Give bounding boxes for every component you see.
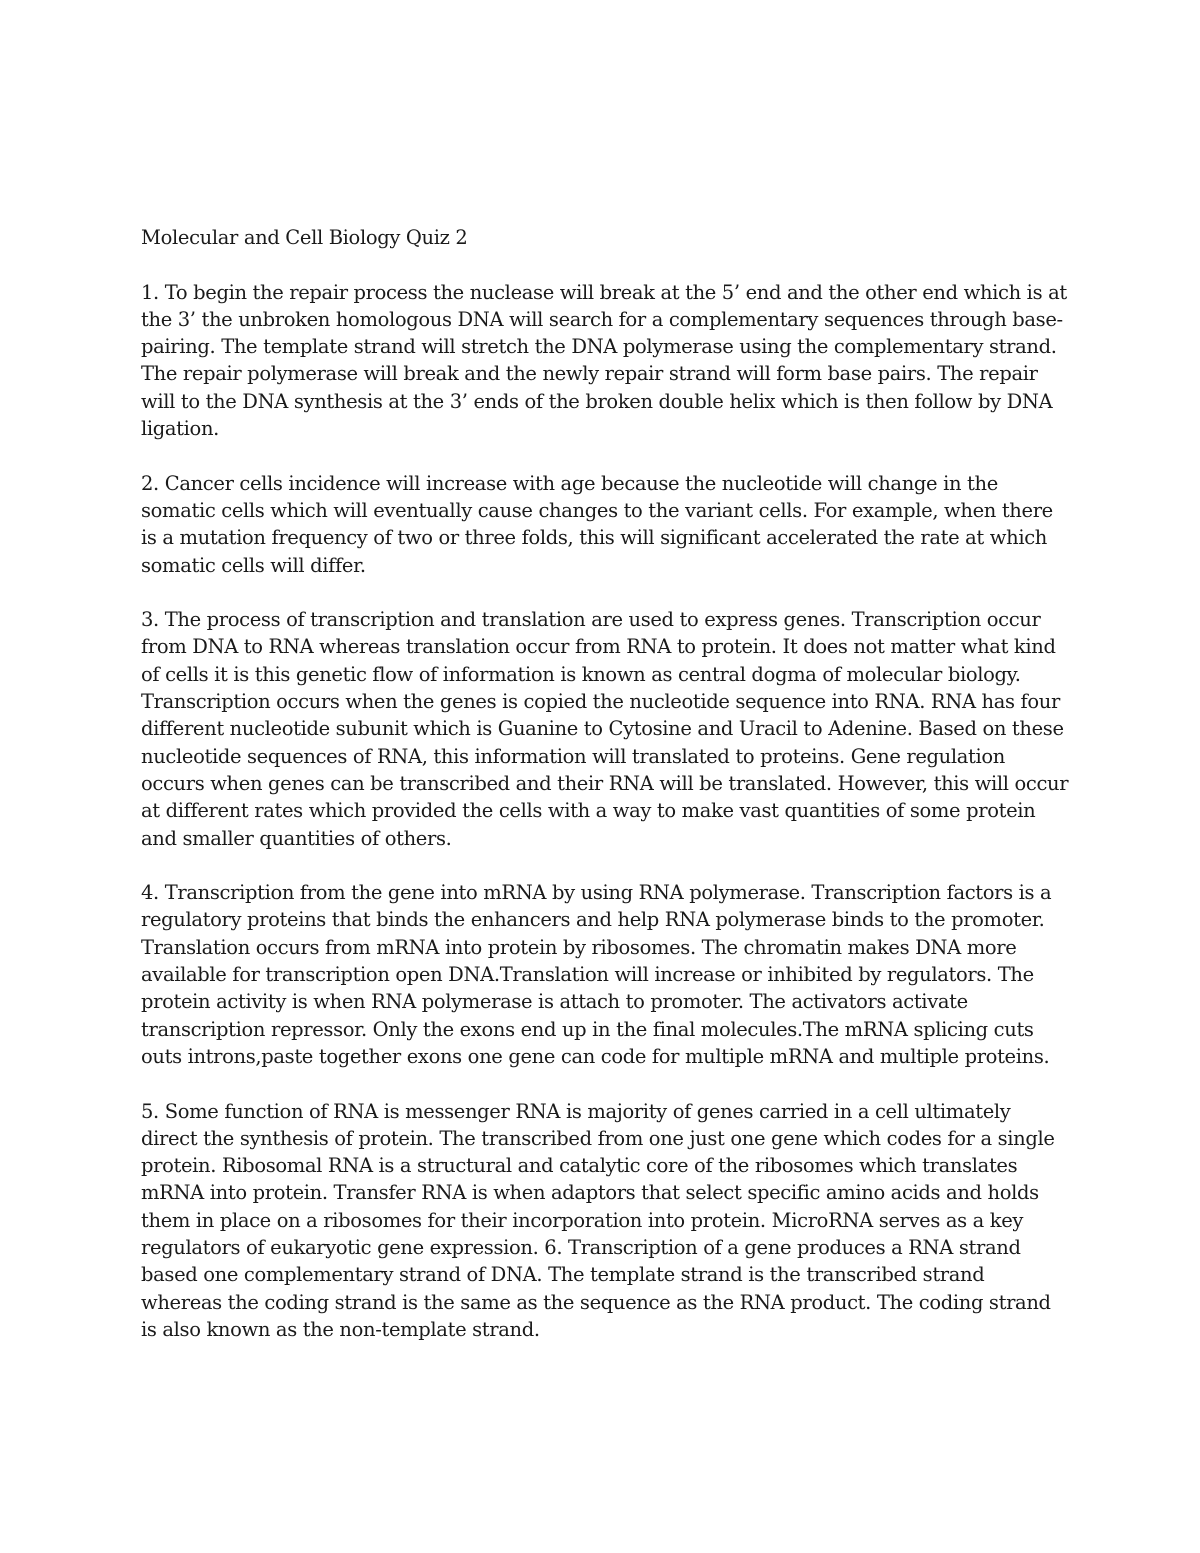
answer-paragraph-2: 2. Cancer cells incidence will increase with age because the nucleotide will change in the somatic cells which will eventually cause changes to the variant cells. For example, when there is a mutation frequency of two or three folds, this will significant accelerated the rate at which somatic cells will differ. xyxy=(141,471,1053,577)
answer-paragraph-3: 3. The process of transcription and translation are used to express genes. Transcription occur from DNA to RNA whereas translation occur from RNA to protein. It does not matter what kind of cells it is this genetic flow of information is known as central dogma of molecular biology. Transcription occurs when the genes is copied the nucleotide sequence into RNA. RNA has four different nucleotide subunit which is Guanine to Cytosine and Uracil to Adenine. Based on these nucleotide sequences of RNA, this information will translated to proteins. Gene regulation occurs when genes can be transcribed and their RNA will be translated. However, this will occur at different rates which provided the cells with a way to make vast quantities of some protein and smaller quantities of others. xyxy=(141,608,1069,850)
document-body xyxy=(141,224,1071,1370)
answer-paragraph-5: 5. Some function of RNA is messenger RNA is majority of genes carried in a cell ultimately direct the synthesis of protein. The transcribed from one just one gene which codes for a single protein. Ribosomal RNA is a structural and catalytic core of the ribosomes which translates mRNA into protein. Transfer RNA is when adaptors that select specific amino acids and holds them in place on a ribosomes for their incorporation into protein. MicroRNA serves as a key regulators of eukaryotic gene expression. 6. Transcription of a gene produces a RNA strand based one complementary strand of DNA. The template strand is the transcribed strand whereas the coding strand is the same as the sequence as the RNA product. The coding strand is also known as the non-template strand. xyxy=(141,1099,1055,1341)
answer-paragraph-4: 4. Transcription from the gene into mRNA by using RNA polymerase. Transcription factors is a regulatory proteins that binds the enhancers and help RNA polymerase binds to the promoter. Translation occurs from mRNA into protein by ribosomes. The chromatin makes DNA more available for transcription open DNA.Translation will increase or inhibited by regulators. The protein activity is when RNA polymerase is attach to promoter. The activators activate transcription repressor. Only the exons end up in the final molecules.The mRNA splicing cuts outs introns,paste together exons one gene can code for multiple mRNA and multiple proteins. xyxy=(141,881,1052,1068)
document-title: Molecular and Cell Biology Quiz 2 xyxy=(141,226,468,249)
answer-paragraph-1: 1. To begin the repair process the nuclease will break at the 5’ end and the other end which is at the 3’ the unbroken homologous DNA will search for a complementary sequences through base-pairing. The template strand will stretch the DNA polymerase using the complementary strand. The repair polymerase will break and the newly repair strand will form base pairs. The repair will to the DNA synthesis at the 3’ ends of the broken double helix which is then follow by DNA ligation. xyxy=(141,280,1067,441)
